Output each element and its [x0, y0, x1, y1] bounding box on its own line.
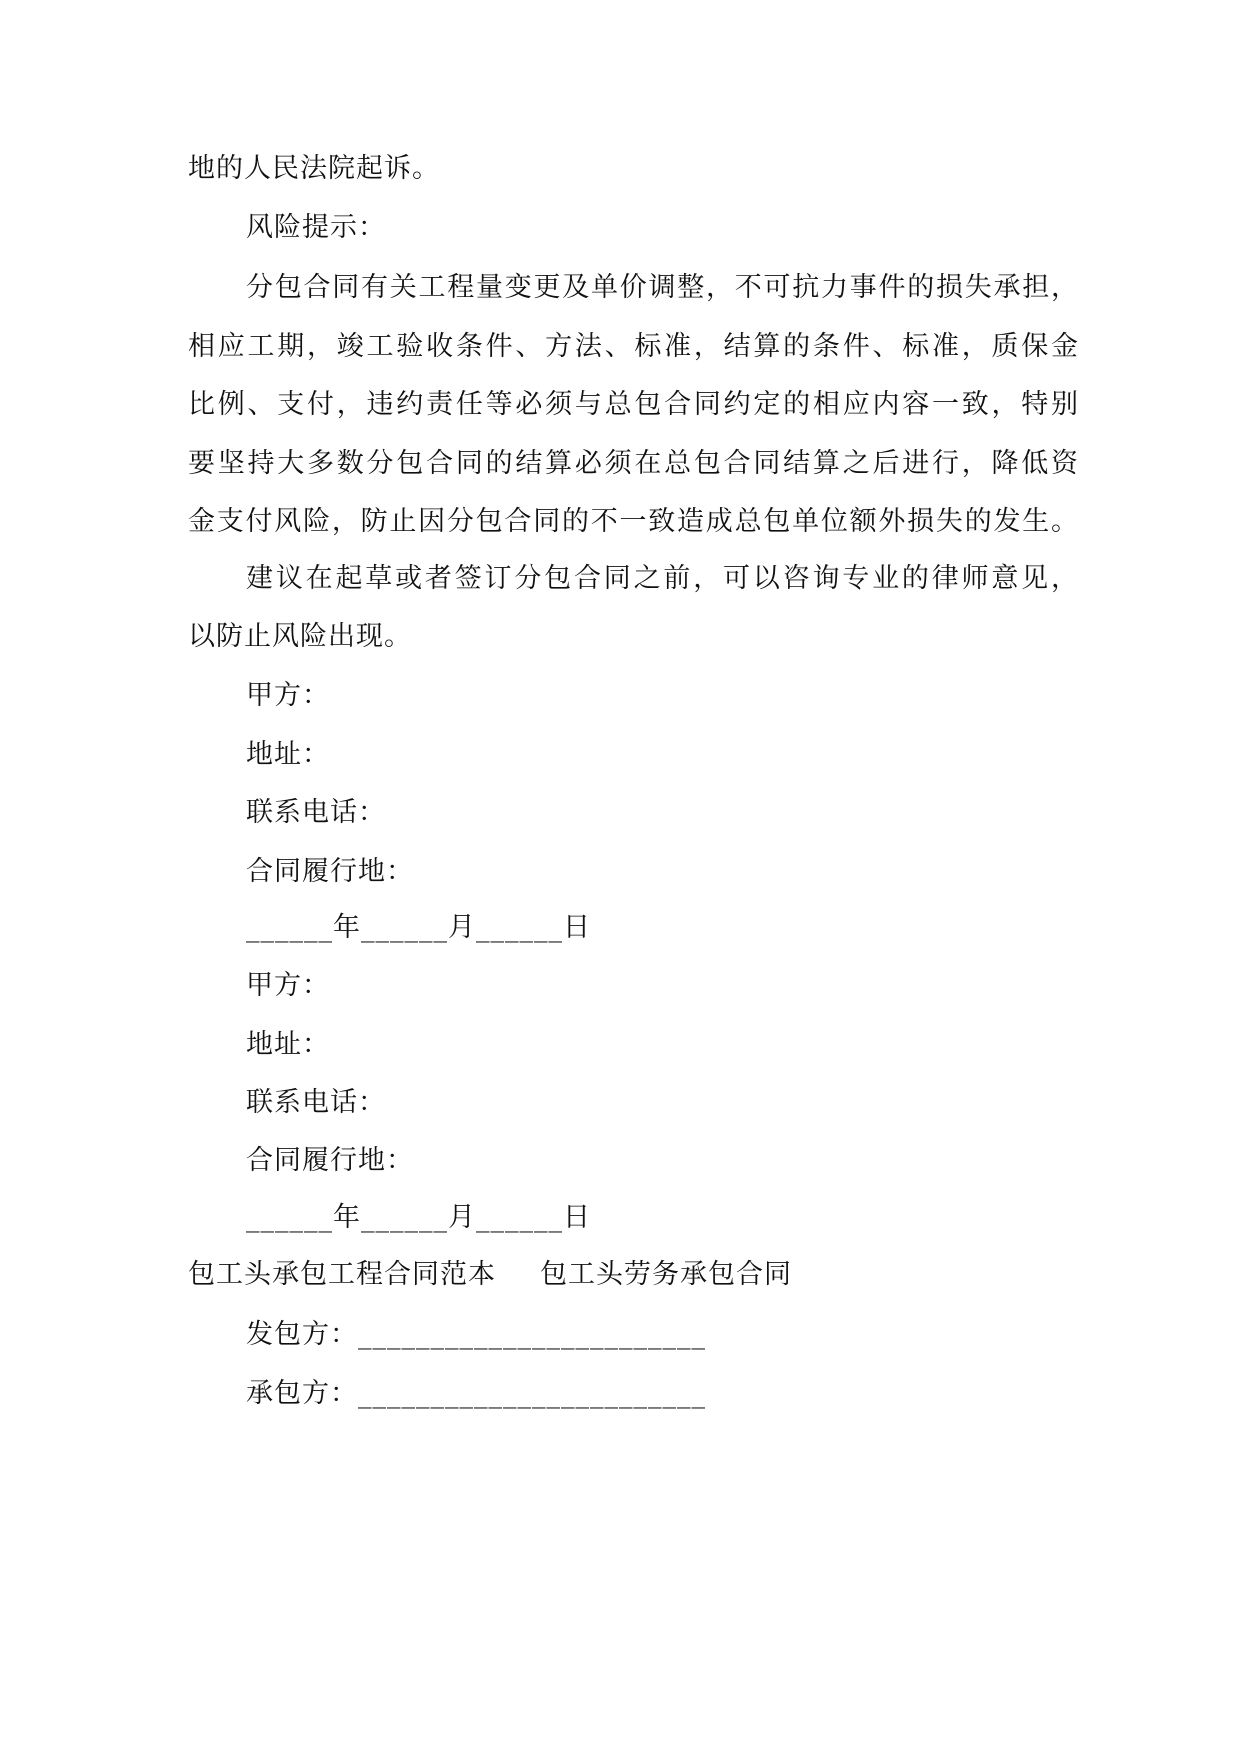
paragraph-line: 以防止风险出现。	[188, 621, 412, 652]
contract-title: 包工头承包工程合同范本	[188, 1259, 496, 1290]
subcontractor-line: 承包方：________________________	[246, 1378, 706, 1409]
paragraph-line: 分包合同有关工程量变更及单价调整，不可抗力事件的损失承担，	[246, 272, 1078, 303]
paragraph-line: 相应工期，竣工验收条件、方法、标准，结算的条件、标准，质保金	[188, 331, 1078, 362]
paragraph-line: 地的人民法院起诉。	[188, 153, 440, 184]
contract-heading	[188, 1255, 792, 1295]
paragraph-line: 金支付风险，防止因分包合同的不一致造成总包单位额外损失的发生。	[188, 506, 1078, 537]
performance-place-label: 合同履行地：	[246, 1145, 414, 1176]
phone-label: 联系电话：	[246, 797, 386, 828]
paragraph-line: 比例、支付，违约责任等必须与总包合同约定的相应内容一致，特别	[188, 389, 1078, 420]
paragraph-line: 要坚持大多数分包合同的结算必须在总包合同结算之后进行，降低资	[188, 448, 1078, 479]
contractor-line: 发包方：________________________	[246, 1319, 706, 1350]
risk-heading: 风险提示：	[246, 212, 386, 243]
address-label: 地址：	[246, 1029, 330, 1060]
date-line: ______年______月______日	[246, 1202, 591, 1233]
contract-subtitle: 包工头劳务承包合同	[540, 1259, 792, 1290]
party-a-label: 甲方：	[246, 970, 330, 1001]
paragraph-line: 建议在起草或者签订分包合同之前，可以咨询专业的律师意见，	[246, 563, 1078, 594]
date-line: ______年______月______日	[246, 912, 591, 943]
performance-place-label: 合同履行地：	[246, 856, 414, 887]
party-a-label: 甲方：	[246, 680, 330, 711]
phone-label: 联系电话：	[246, 1087, 386, 1118]
address-label: 地址：	[246, 739, 330, 770]
